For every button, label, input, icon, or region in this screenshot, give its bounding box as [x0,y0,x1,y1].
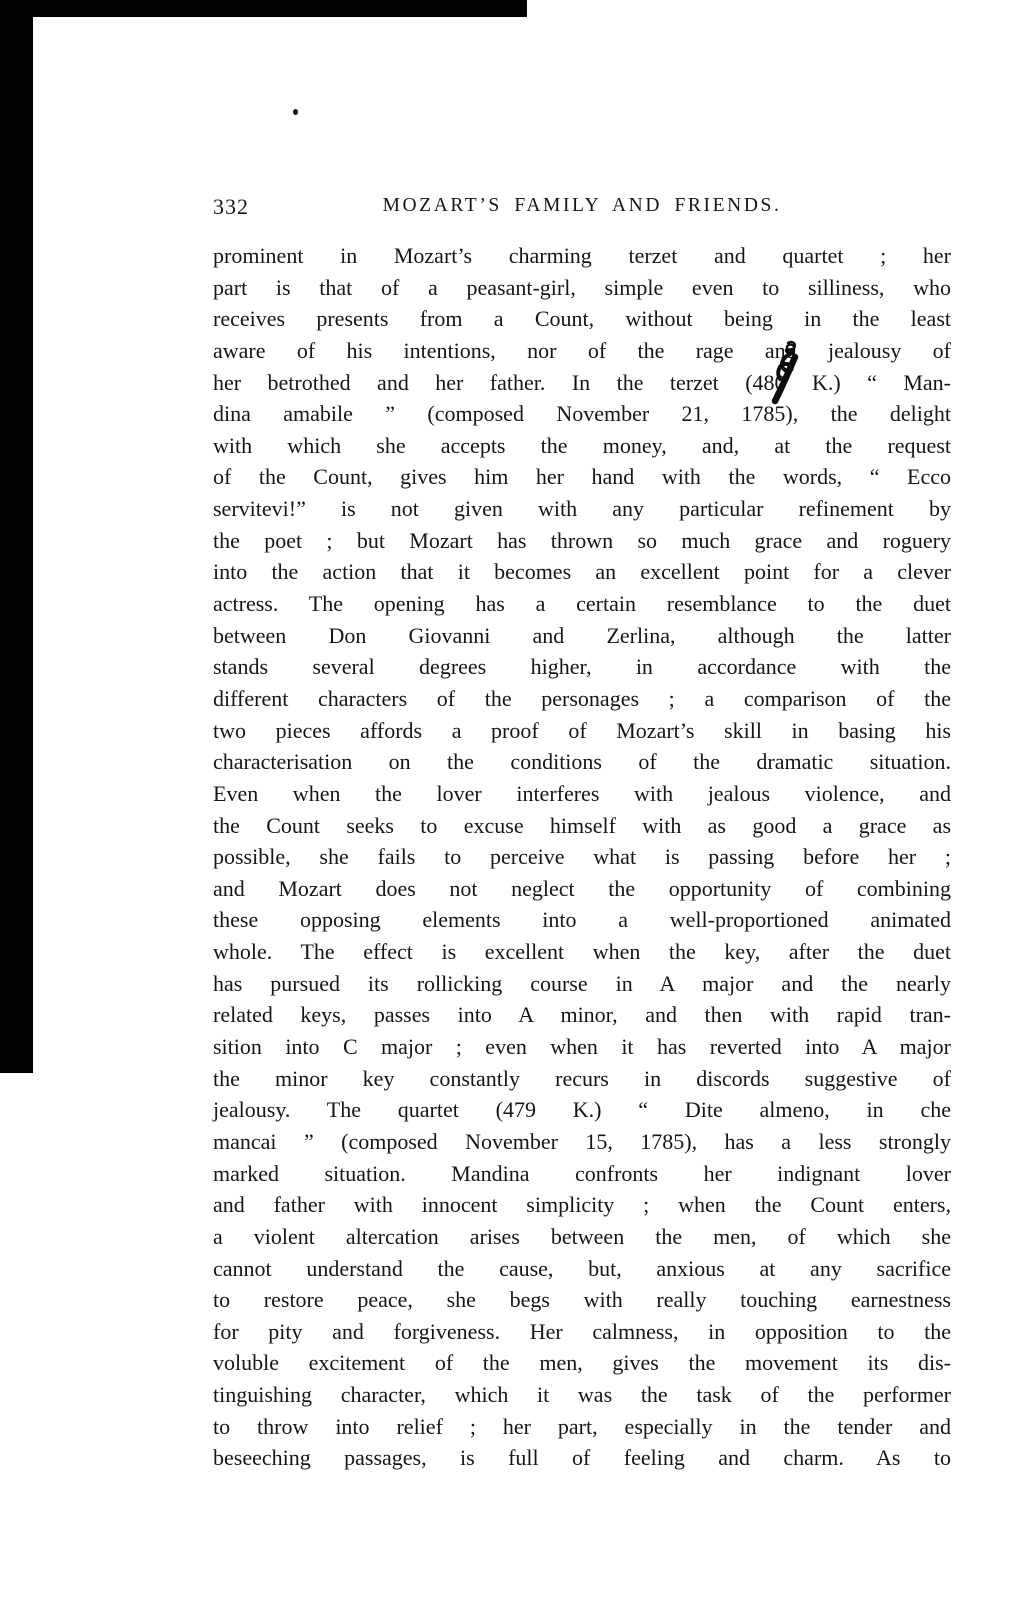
text-line: beseeching passages, is full of feeling and charm. As to [213,1445,951,1471]
running-head-title: MOZART’S FAMILY AND FRIENDS. [382,195,782,216]
text-line: of the Count, gives him her hand with the words, “ Ecco [213,464,951,490]
text-line: whole. The effect is excellent when the key, after the duet [213,939,951,965]
text-line: these opposing elements into a well-proportioned animated [213,907,951,933]
text-line: marked situation. Mandina confronts her indignant lover [213,1160,951,1186]
text-line: a violent altercation arises between the men, of which she [213,1223,951,1249]
text-line: aware of his intentions, nor of the rage and jealousy of [213,337,951,363]
text-line: for pity and forgiveness. Her calmness, in opposition to the [213,1318,951,1344]
text-line: between Don Giovanni and Zerlina, although the latter [213,622,951,648]
text-line: Even when the lover interferes with jealous violence, and [213,780,951,806]
text-line: and father with innocent simplicity ; when the Count enters, [213,1192,951,1218]
scan-speck [293,109,298,115]
text-line: prominent in Mozart’s charming terzet and quartet ; her [213,243,951,268]
text-line: mancai ” (composed November 15, 1785), has a less strongly [213,1128,951,1154]
text-line: the minor key constantly recurs in discords suggestive of [213,1065,951,1091]
text-line: two pieces affords a proof of Mozart’s skill in basing his [213,717,951,743]
text-line: receives presents from a Count, without being in the least [213,306,951,332]
page-number: 332 [213,194,249,219]
text-line: stands several degrees higher, in accordance with the [213,654,951,680]
text-line: into the action that it becomes an excellent point for a clever [213,559,951,585]
text-line: different characters of the personages ; a comparison of the [213,685,951,711]
scan-border-left [0,0,33,1073]
text-line: tinguishing character, which it was the task of the performer [213,1382,951,1408]
text-line: her betrothed and her father. In the terzet (480 K.) “ Man- [213,369,951,395]
text-line: sition into C major ; even when it has reverted into A major [213,1034,951,1060]
text-line: the poet ; but Mozart has thrown so much grace and roguery [213,527,951,553]
body-text-block [213,240,951,1474]
text-line: related keys, passes into A minor, and then with rapid tran- [213,1002,951,1028]
text-line: and Mozart does not neglect the opportunity of combining [213,875,951,901]
text-line: to throw into relief ; her part, especially in the tender and [213,1413,951,1439]
text-line: part is that of a peasant-girl, simple even to silliness, who [213,274,951,300]
text-line: to restore peace, she begs with really touching earnestness [213,1287,951,1313]
text-line: with which she accepts the money, and, at the request [213,432,951,458]
text-line: dina amabile ” (composed November 21, 1785), the delight [213,401,951,427]
scan-border-top [0,0,527,17]
text-line: servitevi!” is not given with any particular refinement by [213,496,951,522]
text-line: jealousy. The quartet (479 K.) “ Dite almeno, in che [213,1097,951,1123]
text-line: voluble excitement of the men, gives the movement its dis- [213,1350,951,1376]
text-line: characterisation on the conditions of the dramatic situation. [213,749,951,775]
text-line: actress. The opening has a certain resemblance to the duet [213,591,951,617]
running-head-row [213,193,951,223]
text-line: possible, she fails to perceive what is passing before her ; [213,844,951,870]
text-line: has pursued its rollicking course in A major and the nearly [213,970,951,996]
text-line: cannot understand the cause, but, anxious at any sacrifice [213,1255,951,1281]
text-line: the Count seeks to excuse himself with as good a grace as [213,812,951,838]
